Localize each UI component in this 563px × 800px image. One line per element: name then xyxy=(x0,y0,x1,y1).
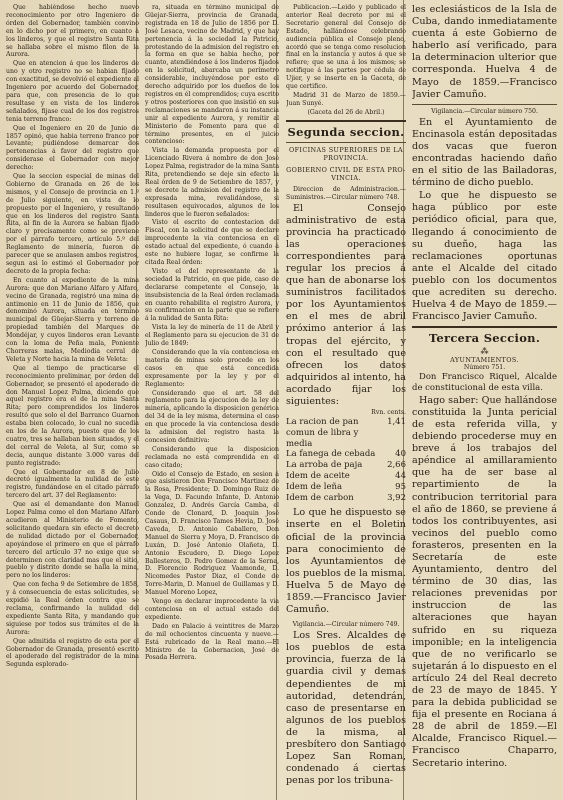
office-title: OFICINAS SUPERIORES DE LA xyxy=(288,145,404,154)
paragraph: Dado en Palacio á veintitres de Marzo de mil ochocientos cincuenta y nueve.—Está rubricado de la Real mano.—El Ministro de la Gobernacion, José de Posada Herrera. xyxy=(145,622,279,662)
price-table xyxy=(286,417,406,503)
paragraph: Que admitida el registro de esta por el Gobernador de Granada, presentó escrito el apoderado del registrador de la mina Segunda esplorado- xyxy=(6,637,139,669)
paragraph: Que el Ingeniero en 20 de Junio de 1857 opinó, que habia terreno franco por Levante; pudiéndose demarcar dos pertenencias á favor del registro que considerase el Gobernador con mejor derecho: xyxy=(6,124,139,172)
section-title: Tercera Seccion. xyxy=(428,331,541,346)
number-label: Número 751. xyxy=(463,364,506,372)
gazette-reference: (Gaceta del 26 de Abril.) xyxy=(307,108,385,116)
paragraph: En cuanto al expediente de la mina Aurora: que don Mariano Alfaro y Alfaro, vecino de Granada, registró una mina de antimonio en 11 de Junio de 1856, que denominó Aurora, situada en término municipal de Güejar-Sierra y terreno de propiedad también del Marques de Mondéjar, y cuyos linderos eran Levante con la loma de Peña mala, Poniente Chorreras malas, Mediodia cerral de Veleta y Norte hacia la mina de Veleta: xyxy=(6,276,139,363)
column-4 xyxy=(412,4,557,796)
table-row: Idem de leña 95 xyxy=(286,481,406,492)
paragraph: Vista la demanda propuesta por el Licenciado Rivera á nombre de don José Lopez Palma, registrador de la mina Santa Rita, pretendiendo se deje sin efecto la Real órden de 9 de Setiembre de 1857, y se decrete la admision del registro de la expresada mina, revalidándose, si resultasen equivocados, algunos de los linderos que le fueron señalados: xyxy=(145,147,279,218)
office-subtitle: PROVINCIA. xyxy=(323,153,369,162)
paragraph: Que en atencion á que los linderos de uno y otro registro no se habian fijado con exactitud, se devolvió el expediente al Ingeniero por acuerdo del Gobernador, para que, con presencia de lo que resultase y en vista de los linderos señalados, fijase cual de los dos registros tenia terreno franco: xyxy=(6,60,139,123)
table-row: Idem de carbon 3,92 xyxy=(286,492,406,503)
column-3 xyxy=(286,4,406,796)
paragraph: Que la seccion especial de minas del Gobierno de Granada en 26 de los mismos, y el Consejo de provincia en 1.º de Julio siguiente, en vista de lo propuesto por el Ingeniero, y resultando que en los linderos del registro Santa Rita, al fin de la Aurora se habian fijado claro y precisamente como se previene por el párrafo tercero, artículo 5.º del Reglamento de minería, fueron de parecer que se anulasen ambos registros, segun asi lo estimó el Gobernador por decreto de la propia fecha: xyxy=(6,173,139,275)
paragraph: Oido el Consejo de Estado, en sesion á que asistieron Don Francisco Martinez de la Rosa, Presidente; D. Domingo Ruiz de la Vega, D. Facundo Infante, D. Antonio Gonzalez, D. Andrés García Camba, el Conde de Clonard, D. Joaquin José Casaus, D. Francisco Tames Hevia, D. José Caveda, D. Antonio Caballero, Don Manuel de Sierra y Moya, D. Francisco de Luxán, D. José Antonio Olañeta, D. Antonio Escudero, D. Diego Lopez Ballesteros, D. Pedro Gomez de la Serna, D. Florencio Rodriguez Vaamonde, D. Nicomedes Pastor Diaz, el Conde de Torre-Marin, D. Manuel de Guillamas y D. Manuel Moreno Lopez, xyxy=(145,470,279,597)
columns xyxy=(6,4,557,796)
paragraph: Vengo en declarar improcedente la via contenciosa en el actual estado del expediente. xyxy=(145,598,279,621)
paragraph: Considerando que el art. 58 del reglamento para la ejecucion de la ley de minería, aplicando la disposicion genérica del 34 de la ley misma, determina el caso en que procede la via contenciosa desde la admision del registro hasta la concesion definitiva: xyxy=(145,389,279,444)
paragraph: Considerando que la disposicion reclamada no está comprendida en el caso citado; xyxy=(145,445,279,469)
government-subtitle: VINCIA. xyxy=(331,173,361,182)
ayuntamientos-title: AYUNTAMIENTOS. xyxy=(450,356,519,365)
paragraph: Visto el del representante de la sociedad la Patricio, en que pide, caso de declararse competente el Consejo, la insubsistencia de la Real órden reclamada en cuanto rehabilita el registro Aurora, y su confirmacion en la parte que se refiere á la nulidad de Santa Rita: xyxy=(145,267,279,323)
paragraph: En el Ayuntamiento de Encinasola están depositadas dos vacas que fueron encontradas haciendo daño en el sitio de las Bailadoras, término de dicho pueblo. xyxy=(412,116,557,189)
table-header: Rvn. cents. xyxy=(371,409,406,417)
paragraph: Que el Gobernador en 8 de Julio decretó igualmente la nulidad de este registro, fundándose en el citado párrafo tercero del art. 37 del Reglamento: xyxy=(6,468,139,500)
divider xyxy=(412,104,557,105)
column-1 xyxy=(6,4,139,796)
paragraph: Lo que he dispuesto se haga público por este periódico oficial, para que, llegando á conocimiento de su dueño, haga las reclamaciones oportunas ante el Alcalde del citado pueblo con los documentos que acrediten su derecho. Huelva 4 de Mayo de 1859.—Francisco Javier Camuño. xyxy=(412,190,557,323)
vigilancia-body: Los Sres. Alcaldes de los pueblos de esta provincia, fuerza de la guardia civil y demas dependientes de mi autoridad, detendrán, caso de presentarse en algunos de los pueblos de la misma, al presbítero don Santiago Lopez San Roman, condenado á ciertas penas por los tribuna- xyxy=(286,630,406,787)
divider xyxy=(286,120,406,122)
signature-date: Madrid 31 de Marzo de 1859.— Juan Sunyé. xyxy=(286,91,406,107)
ornament-icon: ⁂ xyxy=(480,347,489,357)
vigilancia-title: Vigilancia.—Circular número 749. xyxy=(292,621,400,629)
paragraph: Visto el escrito de contestacion del Fiscal, con la solicitud de que se declare improcedente la via contenciosa en el estado actual del expediente, ó cuando á este no hubiere lugar, se confirme la citada Real órden: xyxy=(145,219,279,266)
table-row: La racion de pan comun de libra y media 1,41 xyxy=(286,417,406,449)
table-row: Idem de aceite 44 xyxy=(286,470,406,481)
paragraph: Que con fecha 9 de Setiembre de 1858, y á consecuencia de estas solicitudes, se expidió la Real órden contra que se reclama, confirmando la nulidad del expediente Santa Rita, y mandando que siguiese por todos sus trámites el de la Aurora: xyxy=(6,581,139,636)
table-row: La arroba de paja 2,66 xyxy=(286,460,406,471)
column-2 xyxy=(145,4,279,796)
paragraph: Que asi el demandante don Manuel Lopez Palma como el don Mariano Alfaro acudieron al Ministerio de Fomento, solicitando quedara sin efecto el decreto de nulidad dictado por el Gobernador, apoyándose el primero en que el párrafo tercero del artículo 37 no exige que se determinen con claridad mas que el sitio, pueblo y distrito donde se halla la mina, pero no los linderos: xyxy=(6,501,139,580)
circular-closing: Lo que he dispuesto se inserte en el Boletin oficial de la provincia para conocimiento de los Ayuntamientos de los pueblos de la misma. Huelva 5 de Mayo de 1859.—Francisco Javier Camuño. xyxy=(286,507,406,616)
divider xyxy=(412,326,557,328)
vigilancia-title: Vigilancia.—Circular número 750. xyxy=(431,107,538,115)
continued-text: les eclesiásticos de la Isla de Cuba, dando inmediatamente cuenta á este Gobierno de haberlo así verificado, para la determinacion ulterior que corresponda. Huelva 4 de Mayo de 1859.—Francisco Javier Camuño. xyxy=(412,4,557,100)
paragraph: Vista la ley de minería de 11 de Abril y el Reglamento para su ejecucion de 31 de Julio de 1849: xyxy=(145,324,279,348)
paragraph: Que habiéndose hecho nuevo reconocimiento por otro Ingeniero de órden del Gobernador, también convino en lo dicho por el primero, en cuanto á los linderos, y que el registro Santa Rita se hallaba sobre el mismo filon de la Aurora. xyxy=(6,4,139,59)
alcalde-title: Don Francisco Riquel, Alcalde de constitucional de esta villa. xyxy=(412,372,557,393)
decree-body: Hago saber: Que hallándose constituida la Junta pericial de esta referida villa, y debiendo procederse muy en breve á los trabajos del apéndice al amillaramiento que ha de ser base al repartimiento de la contribucion territorial para el año de 1860, se previene á todos los contribuyentes, asi vecinos del pueblo como forasteros, presenten en la Secretaría de este Ayuntamiento, dentro del término de 30 dias, las relaciones prevenidas por instruccion de las alteraciones que hayan sufrido en su riqueza imponible; en la inteligencia que de no verificarlo se sujetarán á lo dispuesto en el artículo 24 del Real decreto de 23 de mayo de 1845. Y para la debida publicidad se fija el presente en Rociana á 28 de abril de 1859.—El Alcalde, Francisco Riquel.—Francisco Chaparro, Secretario interino. xyxy=(412,394,557,769)
divider xyxy=(286,142,406,143)
paragraph: ra, situada en término municipal de Güejar-Sierra, provincia de Granada, registrada en 18 de Julio de 1856 por D. José Lesaca, vecino de Madrid, y que hay pertenencia á la sociedad la Patricio, protestando de la admision del registro en la forma en que se habia hecho, por cuanto, atendiéndose á los linderos fijados en la solicitud, abarcaba un perímetro considerable, incluyéndose por esto el derecho adquirido por los dueños de los registros en él comprendidos; cuya escrito y otros posteriores con que insistió en sus reclamaciones se mandaron á su instancia unir al expediente Aurora, y remitir al Ministerio de Fomento para que el término presentes, en el juicio contencioso: xyxy=(145,4,279,146)
paragraph: Considerando que la vía contenciosa en materia de minas solo procede en los casos en que está concedida expresamente por la ley y por el Reglamento: xyxy=(145,348,279,388)
publication-note: Publicacion.—Leido y publicado el anterior Real decreto por mi el Secretario general del Consejo de Estado, hallándose celebrando audiencia pública el Consejo pleno, acordó que se tenga como resolucion final en la instancia y autos á que se refiere; que se una á los mismos; se notifique á las partes por cédula de Ujier, y se inserte en la Gaceta, de que certifico. xyxy=(286,4,406,91)
paragraph: Que al tiempo de practicarse el reconocimiento preliminar, por órden del Gobernador, se presentó el apoderado de don Manuel Lopez Palma, diciendo que aquel registro era el de la mina Santa Rita; pero comprendidos los linderos resultó que solo el del Barranco Guarnon estaba bien colocado, lo cual no sucedia en los de la Aurora, puesto que de los cuatro, tres se hallaban bien situados, y el del cerral de Veleta, al Sur, como se decia, aunque distante 3.000 varas del punto registrado: xyxy=(6,364,139,467)
section-title: Segunda seccion. xyxy=(287,124,405,139)
circular-body: El Consejo administrativo de esta provincia ha practicado las operaciones correspondientes para regular los precios á que han de abonarse los suministros facilitados por los Ayuntamientos en el mes de abril próximo anterior á las tropas del ejército, y con el resultado que ofrecen los datos adquiridos al intento, ha acordado fijar los siguientes: xyxy=(286,202,406,407)
table-row: La fanega de cebada 40 xyxy=(286,449,406,460)
direction-line: Direccion de Administracion.—Suministros.—Circular número 748. xyxy=(286,185,406,201)
government-title: GOBIERNO CIVIL DE ESTA PRO- xyxy=(286,165,406,174)
